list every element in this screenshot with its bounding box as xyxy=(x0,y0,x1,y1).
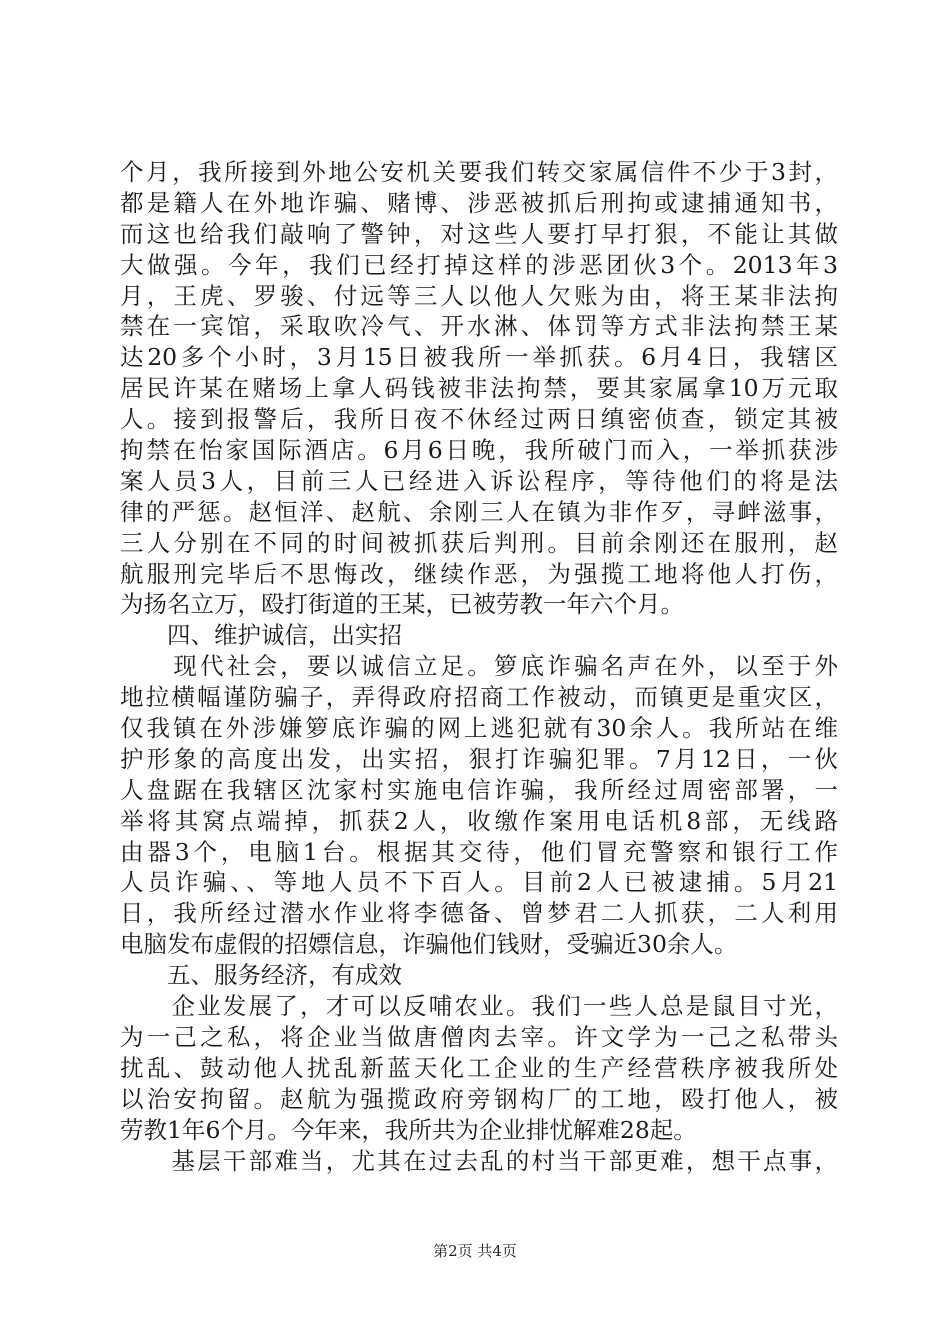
body-text-line: 禁在一宾馆，采取吹冷气、开水淋、体罚等方式非法拘禁王某 xyxy=(120,312,838,341)
body-text-line: 而这也给我们敲响了警钟，对这些人要打早打狠，不能让其做 xyxy=(120,219,838,248)
body-text-line: 航服刑完毕后不思悔改，继续作恶，为强揽工地将他人打伤， xyxy=(120,559,838,588)
body-text-line: 达20多个小时，3月15日被我所一举抓获。6月4日，我辖区 xyxy=(120,343,838,372)
body-text-line: 企业发展了，才可以反哺农业。我们一些人总是鼠目寸光， xyxy=(120,992,838,1021)
body-text-line: 扰乱、鼓动他人扰乱新蓝天化工企业的生产经营秩序被我所处 xyxy=(120,1053,838,1082)
body-text-line: 举将其窝点端掉，抓获2人，收缴作案用电话机8部，无线路 xyxy=(120,806,838,835)
body-text-line: 三人分别在不同的时间被抓获后判刑。目前余刚还在服刑，赵 xyxy=(120,528,838,557)
body-text-line: 日，我所经过潜水作业将李德备、曾梦君二人抓获，二人利用 xyxy=(120,899,838,928)
body-text-line: 为扬名立万，殴打街道的王某，已被劳教一年六个月。 xyxy=(120,590,684,619)
page-footer: 第2页 共4页 xyxy=(433,1242,517,1260)
body-text-line: 人盘踞在我辖区沈家村实施电信诈骗，我所经过周密部署，一 xyxy=(120,775,838,804)
body-text-line: 大做强。今年，我们已经打掉这样的涉恶团伙3个。2013年3 xyxy=(120,250,838,279)
body-text-line: 居民许某在赌场上拿人码钱被非法拘禁，要其家属拿10万元取 xyxy=(120,374,838,403)
section-heading: 五、服务经济，有成效 xyxy=(120,961,402,990)
section-heading: 四、维护诚信，出实招 xyxy=(120,621,402,650)
body-text-line: 电脑发布虚假的招嫖信息，诈骗他们钱财，受骗近30余人。 xyxy=(120,930,738,959)
body-text-line: 地拉横幅谨防骗子，弄得政府招商工作被动，而镇更是重灾区， xyxy=(120,683,838,712)
body-text-line: 以治安拘留。赵航为强揽政府旁钢构厂的工地，殴打他人，被 xyxy=(120,1084,838,1113)
body-text-line: 由器3个，电脑1台。根据其交待，他们冒充警察和银行工作 xyxy=(120,837,838,866)
body-text-line: 仅我镇在外涉嫌箩底诈骗的网上逃犯就有30余人。我所站在维 xyxy=(120,714,838,743)
body-text-line: 案人员3人，目前三人已经进入诉讼程序，等待他们的将是法 xyxy=(120,466,838,495)
body-text-line: 护形象的高度出发，出实招，狠打诈骗犯罪。7月12日，一伙 xyxy=(120,744,838,773)
body-text-line: 人。接到报警后，我所日夜不休经过两日缜密侦查，锁定其被 xyxy=(120,405,838,434)
body-text-line: 都是籍人在外地诈骗、赌博、涉恶被抓后刑拘或逮捕通知书， xyxy=(120,188,838,217)
body-text-line: 人员诈骗、、等地人员不下百人。目前2人已被逮捕。5月21 xyxy=(120,868,838,897)
body-text-line: 月，王虎、罗骏、付远等三人以他人欠账为由，将王某非法拘 xyxy=(120,281,838,310)
body-text-line: 拘禁在怡家国际酒店。6月6日晚，我所破门而入，一举抓获涉 xyxy=(120,436,838,465)
body-text-line: 为一己之私，将企业当做唐僧肉去宰。许文学为一己之私带头 xyxy=(120,1022,838,1051)
body-text-line: 现代社会，要以诚信立足。箩底诈骗名声在外，以至于外 xyxy=(120,652,838,681)
body-text-line: 劳教1年6个月。今年来，我所共为企业排忧解难28起。 xyxy=(120,1115,697,1144)
body-text-line: 律的严惩。赵恒洋、赵航、余刚三人在镇为非作歹，寻衅滋事， xyxy=(120,497,838,526)
body-text-line: 个月，我所接到外地公安机关要我们转交家属信件不少于3封， xyxy=(120,158,838,186)
body-text-line: 基层干部难当，尤其在过去乱的村当干部更难，想干点事， xyxy=(120,1146,838,1175)
document-body xyxy=(120,157,838,1176)
